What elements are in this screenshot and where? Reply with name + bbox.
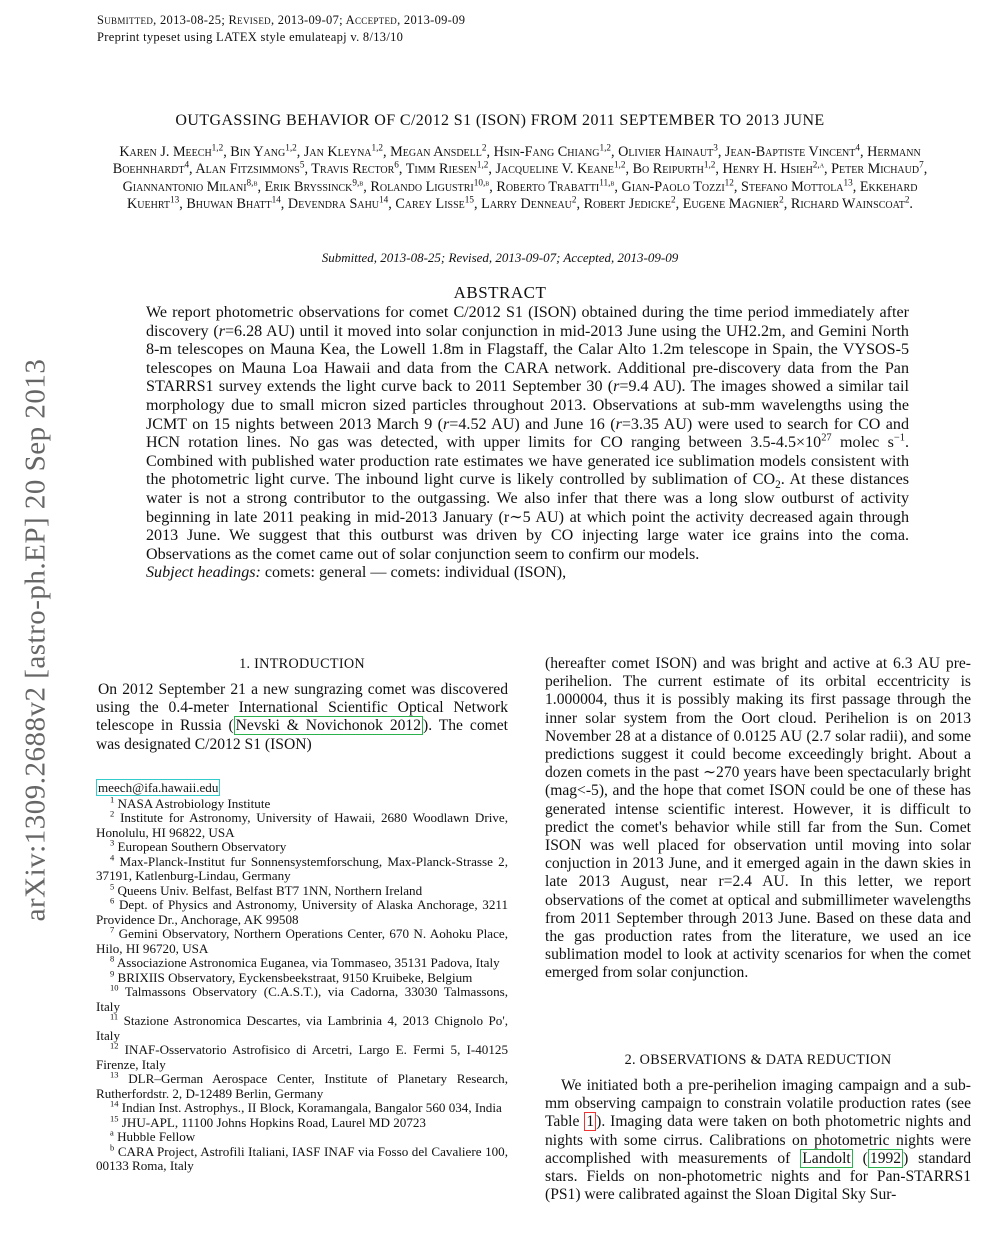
footnote-mark: 2	[110, 808, 115, 819]
footnote-text: Hubble Fellow	[117, 1129, 196, 1144]
author: Peter Michaud	[831, 161, 920, 178]
affiliation-mark: 14	[379, 194, 389, 205]
author: Roberto Trabatti	[496, 178, 600, 195]
email-link[interactable]: meech@ifa.hawaii.edu	[98, 780, 219, 795]
affiliation-mark: 15	[464, 194, 475, 205]
footnote-text: Stazione Astronomica Descartes, via Lambrinia 4, 2013 Chignolo Po', Italy	[96, 1013, 508, 1043]
author: Travis Rector	[311, 161, 395, 178]
author: Hermann Boehnhardt	[112, 144, 921, 178]
affiliation-mark: 2	[571, 194, 577, 205]
author: Rolando Ligustri	[370, 178, 474, 195]
author: Stefano Mottola	[740, 178, 844, 195]
footnote-mark: 5	[110, 881, 115, 892]
footnote	[96, 982, 508, 1014]
author: Robert Jedicke	[583, 196, 671, 213]
footnote-mark: 14	[110, 1098, 119, 1109]
abstract-body: We report photometric observations for comet C/2012 S1 (ISON) obtained during the time period immediately after discovery (r=6.28 AU) until it moved into solar conjunction in mid-2013 June using the UH2.2m, and Gemini North 8-m telescopes on Mauna Kea, the Lowell 1.8m in Flagstaff, the Calar Alto 1.2m telescope in Spain, the VYSOS-5 telescopes on Mauna Loa Hawaii and data from the CARA network. Additional pre-discovery data from the Pan STARRS1 survey extends the light curve back to 2011 September 30 (r=9.4 AU). The images showed a similar tail morphology due to small micron sized particles throughout 2013. Observations at sub-mm wavelengths using the JCMT on 15 nights between 2013 March 9 (r=4.52 AU) and June 16 (r=3.35 AU) were used to search for CO and HCN rotation lines. No gas was detected, with upper limits for CO ranging between $3.5-4.5\times 10^{27}$ molec $s^{-1}$. Combined with published water production rate estimates we have generated ice sublimation models consistent with the photometric light curve. The inbound light curve is likely controlled by sublimation of $CO_2$. At these distances water is not a strong contributor to the outgassing. We also infer that there was a long slow outburst of activity beginning in late 2011 peaking in mid-2013 January (r∼5 AU) at which point the activity decreased again through 2013 June. We suggest that this outburst was driven by CO injecting large water ice grains into the coma. Observations as the comet came out of solar conjunction seem to confirm our models. Subject headings: comets: general — comets: individual (ISON),	[146, 304, 910, 582]
author: Carey Lisse	[395, 196, 465, 213]
footnote	[96, 1069, 508, 1101]
affiliation-mark: 5	[299, 159, 305, 170]
footnote-text: DLR–German Aerospace Center, Institute of Planetary Research, Rutherfordstr. 2, D-12489 Berlin, Germany	[96, 1071, 508, 1101]
footnote-mark: 6	[110, 895, 115, 906]
author: Henry H. Hsieh	[722, 161, 813, 178]
affiliation-mark: 10,b	[473, 177, 490, 188]
citation-landolt-year[interactable]: 1992	[869, 1149, 902, 1167]
affiliation-mark: 1,2	[613, 159, 626, 170]
affiliation-mark: 1,2	[371, 142, 384, 153]
footnote-text: BRIXIIS Observatory, Eyckensbeekstraat, 9150 Kruibeke, Belgium	[117, 969, 473, 985]
footnote	[96, 1040, 508, 1072]
footnote-mark: 11	[110, 1011, 119, 1022]
affiliation-mark: 13	[843, 177, 853, 188]
footnote-text: Indian Inst. Astrophys., II Block, Koramangala, Bangalor 560 034, India	[121, 1100, 502, 1115]
author: Larry Denneau	[481, 196, 572, 213]
footnote	[96, 953, 508, 971]
author: Jan Kleyna	[303, 144, 372, 160]
footnote-mark: 4	[110, 852, 115, 863]
footnote	[96, 1098, 508, 1116]
preprint-header	[97, 12, 465, 46]
author: Erik Bryssinck	[264, 178, 353, 195]
footnote-mark: 8	[110, 953, 115, 964]
footnote-text: Max-Planck-Institut fur Sonnensystemforschung, Max-Planck-Strasse 2, 37191, Katlenburg-Lindau, Germany	[96, 853, 508, 883]
affiliation-mark: 4	[855, 142, 860, 153]
affiliation-mark: 13	[170, 194, 180, 205]
footnote	[96, 1113, 508, 1131]
affiliation-mark: 11,b	[599, 177, 615, 188]
author: Timm Riesen	[405, 161, 477, 178]
affiliation-mark: 2,a	[812, 159, 825, 170]
author: Gian-Paolo Tozzi	[621, 178, 725, 195]
footnote-text: Associazione Astronomica Euganea, via Tommaseo, 35131 Padova, Italy	[116, 955, 500, 970]
intro-heading: 1. INTRODUCTION	[239, 656, 365, 672]
footnote-mark: 1	[110, 794, 115, 805]
affiliation-mark: 7	[919, 159, 924, 170]
affiliation-mark: 2	[904, 194, 910, 205]
author: Megan Ansdell	[390, 144, 482, 160]
affiliation-mark: 1,2	[476, 159, 489, 170]
footnote-mark: 13	[110, 1069, 119, 1080]
author: Olivier Hainaut	[618, 144, 714, 160]
intro-continued: (hereafter comet ISON) and was bright and active at 6.3 AU pre-perihelion. The current estimate of its orbital eccentricity is 1.000004, thus it is possibly making its first passage through the inner solar system from the Oort cloud. Perihelion is on 2013 November 28 at a distance of 0.0125 AU (2.7 solar radii), and some predictions suggest it could become exceedingly bright. About a dozen comets in the past ∼270 years have been spectacularly bright (mag<-5), and the hope that comet ISON could be one of these has generated intense scientific interest. However, it is difficult to predict the comet's behavior while still far from the Sun. Comet ISON was well placed for observation until moving into solar conjuction in 2013 June, and it emerged again in the dawn skies in late 2013 August, near r=2.4 AU. In this letter, we report observations of the comet at optical and submillimeter wavelengths from 2011 September through 2013 June. Based on these data and the gas production rates from the literature, we used an ice sublimation model to look at activity scenarios for when the comet emerged from solar conjunction.	[545, 655, 971, 982]
affiliation-mark: 3	[713, 142, 718, 153]
citation-landolt[interactable]: Landolt	[802, 1149, 851, 1167]
footnote	[96, 1142, 508, 1174]
footnote-text: European Southern Observatory	[117, 839, 287, 854]
author: Ekkehard Kuehrt	[127, 178, 918, 213]
footnote	[96, 1127, 508, 1145]
footnote	[96, 794, 508, 812]
observations-paragraph: We initiated both a pre-perihelion imaging campaign and a sub-mm observing campaign to constrain volatile production rates (see Table 1 ). Imaging data were taken on both photometric nights and nights with some cirrus. Calibrations on photometric nights were accomplished with measurements of Landolt ( 1992 ) standard stars. Fields on non-photometric nights and for Pan-STARRS1 (PS1) were calibrated against the Sloan Digital Sky Sur-	[545, 1077, 972, 1204]
footnote	[96, 881, 508, 899]
author: Richard Wainscoat	[790, 196, 905, 213]
footnote-text: Talmassons Observatory (C.A.S.T.), via Cadorna, 33030 Talmassons, Italy	[96, 984, 508, 1014]
footnote-text: Institute for Astronomy, University of Hawaii, 2680 Woodlawn Drive, Honolulu, HI 96822, USA	[96, 810, 508, 840]
date-line: Submitted, 2013-08-25; Revised, 2013-09-07; Accepted, 2013-09-09	[321, 250, 679, 265]
footnote-text: CARA Project, Astrofili Italiani, IASF INAF via Fosso del Cavaliere 100, 00133 Roma, Italy	[96, 1143, 508, 1173]
subject-headings: comets: general — comets: individual (ISON),	[260, 564, 567, 582]
footnote-mark: 7	[110, 924, 115, 935]
footnote	[96, 837, 508, 855]
footnote	[96, 968, 508, 986]
affiliation-mark: 6	[394, 159, 399, 170]
author: Hsin-Fang Chiang	[493, 144, 600, 160]
footnote-text: Gemini Observatory, Northern Operations Center, 670 N. Aohoku Place, Hilo, HI 96720, USA	[96, 926, 508, 956]
affiliation-mark: 1,2	[211, 142, 224, 153]
intro-paragraph: On 2012 September 21 a new sungrazing comet was discovered using the 0.4-meter International Scientific Optical Network telescope in Russia ( Nevski & Novichonok 2012 ). The comet was designated C/2012 S1 (ISON)	[96, 681, 508, 753]
affiliation-mark: 4	[184, 159, 190, 170]
footnote-text: Queens Univ. Belfast, Belfast BT7 1NN, Northern Ireland	[117, 882, 423, 898]
footnote-mark: 9	[110, 968, 115, 979]
table-ref-link[interactable]: 1	[586, 1113, 595, 1131]
footnote-mark: a	[110, 1127, 114, 1138]
author: Jean-Baptiste Vincent	[724, 144, 856, 160]
affiliation-mark: 2	[670, 194, 676, 205]
affiliation-mark: 2	[779, 194, 784, 205]
author: Bin Yang	[230, 144, 286, 160]
affiliation-mark: 8,b	[246, 177, 258, 188]
affiliation-mark: 1,2	[285, 142, 297, 153]
affiliation-mark: 14	[271, 194, 281, 205]
affiliation-mark: 2	[481, 142, 487, 153]
subject-headings-label: Subject headings:	[146, 564, 261, 582]
footnote-mark: 15	[110, 1113, 119, 1124]
footnotes	[96, 781, 508, 1174]
author: Alan Fitzsimmons	[195, 161, 300, 178]
footnote-text: Dept. of Physics and Astronomy, University of Alaska Anchorage, 3211 Providence Dr., Anchorage, AK 99508	[96, 897, 508, 927]
footnote	[96, 1011, 508, 1043]
footnote	[96, 808, 508, 840]
citation-nevski[interactable]: Nevski & Novichonok 2012	[235, 717, 422, 735]
footnote-text: JHU-APL, 11100 Johns Hopkins Road, Laurel MD 20723	[121, 1114, 426, 1130]
paper-title: OUTGASSING BEHAVIOR OF C/2012 S1 (ISON) FROM 2011 SEPTEMBER TO 2013 JUNE	[175, 112, 825, 129]
author-list: Karen J. Meech$^{1,2}$, Bin Yang$^{1,2}$, Jan Kleyna$^{1,2}$, Megan Ansdell$^2$, Hsin-Fang Chiang$^{1,2}$, Olivier Hainaut$^3$, Jean-Baptiste Vincent$^4$, Hermann Boehnhardt$^4$, Alan Fitzsimmons$^5$, Travis Rector$^6$, Timm Riesen$^{1,2}$, Jacqueline V. Keane$^{1,2}$, Bo Reipurth$^{1,2}$, Henry H. Hsieh$^{2,a}$, Peter Michaud$^7$, Giannantonio Milani$^{8,b}$, Erik Bryssinck$^{9,b}$, Rolando Ligustri$^{10,b}$, Roberto Trabatti$^{11,b}$, Gian-Paolo Tozzi$^{12}$, Stefano Mottola$^{13}$, Ekkehard Kuehrt$^{13}$, Bhuwan Bhatt$^{14}$, Devendra Sahu$^{14}$, Carey Lisse$^{15}$, Larry Denneau$^2$, Robert Jedicke$^2$, Eugene Magnier$^2$, Richard Wainscoat$^2$.	[112, 142, 928, 213]
footnote	[96, 852, 508, 884]
footnote-mark: b	[110, 1142, 115, 1153]
observations-heading: 2. OBSERVATIONS & DATA REDUCTION	[624, 1052, 892, 1068]
abstract-heading: ABSTRACT	[453, 283, 547, 302]
submission-line: Submitted, 2013-08-25; Revised, 2013-09-07; Accepted, 2013-09-09	[97, 13, 466, 27]
author: Giannantonio Milani	[122, 178, 247, 195]
affiliation-mark: 1,2	[599, 142, 611, 153]
author: Devendra Sahu	[287, 196, 380, 213]
footnote-text: INAF-Osservatorio Astrofisico di Arcetri, Largo E. Fermi 5, I-40125 Firenze, Italy	[96, 1042, 508, 1072]
affiliation-mark: 1,2	[703, 159, 716, 170]
footnote-text: NASA Astrobiology Institute	[117, 795, 271, 811]
footnote-mark: 12	[110, 1040, 119, 1051]
author: Karen J. Meech	[119, 144, 212, 160]
author: Bo Reipurth	[632, 161, 704, 178]
author: Eugene Magnier	[682, 196, 780, 213]
author: Bhuwan Bhatt	[186, 196, 272, 213]
affiliation-mark: 12	[724, 177, 734, 188]
arxiv-stamp	[6, 290, 66, 990]
author: Jacqueline V. Keane	[495, 161, 614, 178]
footnote	[96, 924, 508, 956]
footnote-mark: 3	[110, 837, 115, 848]
affiliation-mark: 9,b	[352, 177, 364, 188]
footnote	[96, 895, 508, 927]
footnote-mark: 10	[110, 982, 119, 993]
typeset-line: Preprint typeset using LATEX style emulateapj v. 8/13/10	[97, 30, 404, 44]
arxiv-id: arXiv:1309.2688v2 [astro-ph.EP] 20 Sep 2013	[19, 358, 52, 922]
